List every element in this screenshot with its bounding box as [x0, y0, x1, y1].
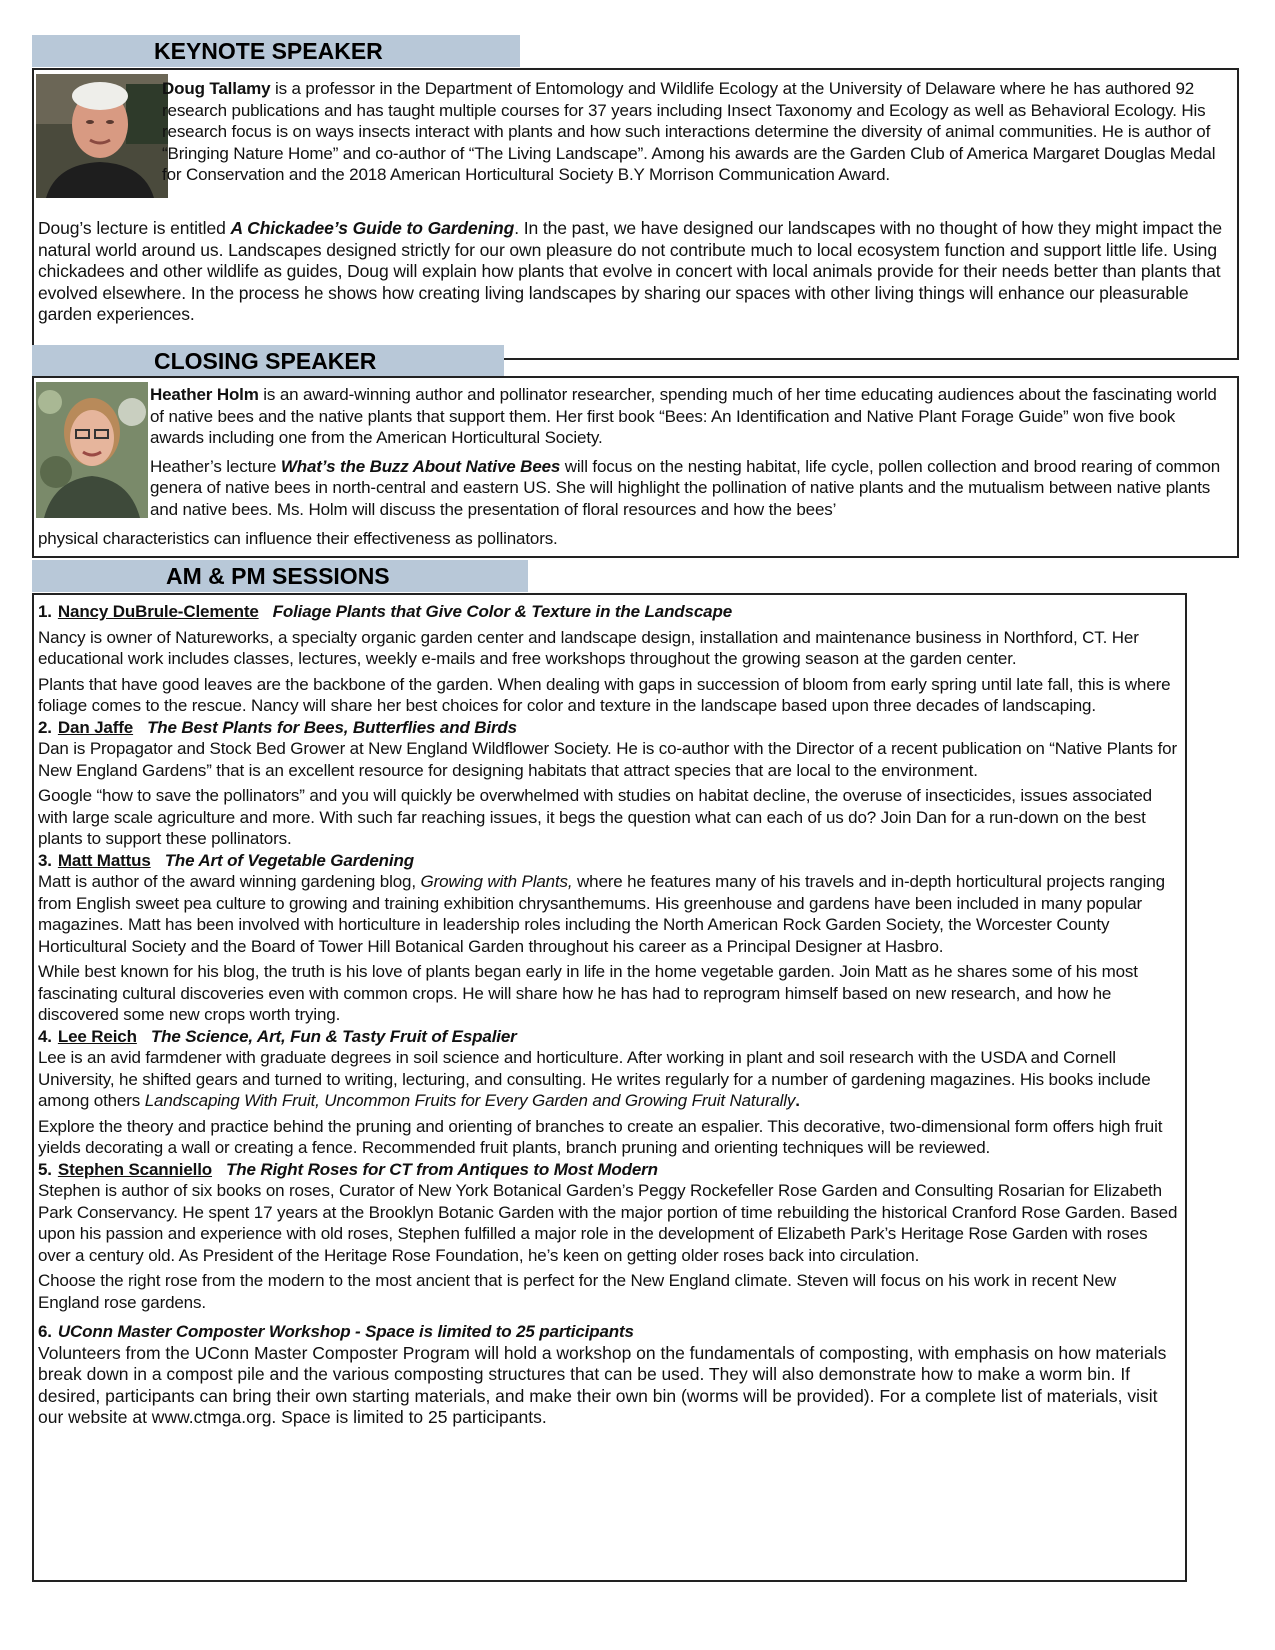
session-2-title: The Best Plants for Bees, Butterflies and Birds [147, 717, 517, 737]
session-2 [38, 717, 1180, 850]
closing-bio-text: is an award-winning author and pollinator researcher, spending much of her time educating audiences about the fascinating world of native bees and the native plants that support them. Her first book “Bees: An Identification and Native Plant Forage Guide” won five book awards including one from the American Horticultural Society. [150, 385, 1217, 447]
closing-header-text: CLOSING SPEAKER [154, 348, 377, 374]
session-4-number: 4. [38, 1026, 52, 1046]
session-4-speaker: Lee Reich [57, 1026, 137, 1046]
keynote-bio-text: is a professor in the Department of Entomology and Wildlife Ecology at the University of Delaware where he has authored 92 research publications and has taught multiple courses for 37 years including Insect Taxonomy and Ecology as well as Behavioral Ecology. His research focus is on ways insects interact with plants and how such interactions determine the diversity of animal communities. He is author of “Bringing Nature Home” and co-author of “The Living Landscape”. Among his awards are the Garden Club of America Margaret Douglas Medal for Conservation and the 2018 American Horticultural Society B.Y Morrison Communication Award. [162, 79, 1216, 184]
session-1-title: Foliage Plants that Give Color & Texture in the Landscape [272, 602, 732, 621]
sessions-box [32, 593, 1187, 1582]
session-1-number: 1. [38, 602, 52, 621]
session-1-description: Plants that have good leaves are the backbone of the garden. When dealing with gaps in succession of bloom from early spring until late fall, this is where foliage comes to the rescue. Nancy will share her best choices for color and texture in the landscape based upon three decades of landscaping. [38, 674, 1171, 715]
keynote-header-text: KEYNOTE SPEAKER [154, 38, 383, 64]
session-2-description: Google “how to save the pollinators” and you will quickly be overwhelmed with studies on habitat decline, the overuse of insecticides, issues associated with large scale agriculture and more. With such far reaching issues, it begs the question what can each of us do? Join Dan for a run-down on the best plants to support these pollinators. [38, 786, 1152, 848]
keynote-lecture-title: A Chickadee’s Guide to Gardening [230, 218, 515, 238]
session-4-bio: Lee is an avid farmdener with graduate degrees in soil science and horticulture. After working in plant and soil research with the USDA and Cornell University, he shifted gears and turned to writing, lecturing, and consulting. He writes regularly for a number of gardening magazines. His books include among others Landscaping With Fruit, Uncommon Fruits for Every Garden and Growing Fruit Naturally. [38, 1048, 1151, 1110]
closing-speaker-name: Heather Holm [150, 385, 259, 404]
session-2-speaker: Dan Jaffe [57, 717, 134, 737]
session-5-description: Choose the right rose from the modern to the most ancient that is perfect for the New England climate. Steven will focus on his work in recent New England rose gardens. [38, 1271, 1116, 1312]
closing-lecture-title: What’s the Buzz About Native Bees [280, 456, 561, 476]
closing-lecture-tail-text: physical characteristics can influence their effectiveness as pollinators. [38, 529, 558, 548]
session-2-number: 2. [38, 717, 52, 737]
heather-holm-photo [36, 382, 148, 518]
sessions-header-text: AM & PM SESSIONS [166, 563, 390, 589]
session-4 [38, 1026, 1180, 1159]
portrait-man-image [36, 74, 168, 198]
session-1-speaker: Nancy DuBrule-Clemente [57, 602, 259, 621]
keynote-lecture-text: . In the past, we have designed our landscapes with no thought of how they might impact the natural world around us. Landscapes designed strictly for our own pleasure do not contribute much to local ecosystem function and support little life. Using chickadees and other wildlife as guides, Doug will explain how plants that evolve in concert with local animals provide for their needs better than plants that evolved elsewhere. In the process he shows how creating living landscapes by sharing our spaces with other living things will enhance our pleasurable garden experiences. [38, 218, 1223, 324]
keynote-header [32, 35, 520, 67]
closing-box [32, 376, 1239, 558]
session-1-bio: Nancy is owner of Natureworks, a specialty organic garden center and landscape design, installation and maintenance business in Northford, CT. Her educational work includes classes, lectures, weekly e-mails and free workshops throughout the growing season at the garden center. [38, 627, 1139, 668]
portrait-woman-image [36, 382, 148, 518]
session-2-bio: Dan is Propagator and Stock Bed Grower at New England Wildflower Society. He is co-author with the Director of a recent publication on “Native Plants for New England Gardens” that is an excellent resource for designing habitats that attract species that are local to the environment. [38, 739, 1177, 780]
keynote-box [32, 68, 1239, 360]
session-5-number: 5. [38, 1159, 52, 1179]
session-3-speaker: Matt Mattus [57, 850, 151, 870]
closing-lecture-text: will focus on the nesting habitat, life cycle, pollen collection and brood rearing of common genera of native bees in north-central and eastern US. She will highlight the pollination of native plants and the mutualism between native plants and native bees. Ms. Holm will discuss the presentation of floral resources and how the bees’ [150, 456, 1221, 519]
session-5 [38, 1159, 1180, 1314]
session-3-number: 3. [38, 850, 52, 870]
session-3-description: While best known for his blog, the truth is his love of plants began early in life in the home vegetable garden. Join Matt as he shares some of his most fascinating cultural discoveries even with common crops. He will share how he has had to reprogram himself based on new research, and how he discovered some new crops worth trying. [38, 962, 1138, 1024]
session-5-speaker: Stephen Scanniello [57, 1159, 213, 1179]
keynote-lecture-intro: Doug’s lecture is entitled [38, 218, 231, 238]
session-6-number: 6. [38, 1322, 52, 1341]
session-4-description: Explore the theory and practice behind the pruning and orienting of branches to create an espalier. This decorative, two-dimensional form offers high fruit yields decorating a wall or creating a fence. Recommended fruit plants, branch pruning and orienting techniques will be reviewed. [38, 1116, 1163, 1157]
closing-bio [150, 384, 1230, 520]
session-1 [38, 601, 1180, 717]
closing-lecture-intro: Heather’s lecture [150, 456, 281, 476]
session-6 [38, 1321, 1180, 1429]
session-6-description: Volunteers from the UConn Master Composter Program will hold a workshop on the fundamentals of composting, with emphasis on how materials break down in a compost pile and the various composting structures that can be used. They will also demonstrate how to make a worm bin. If desired, participants can bring their own starting materials, and make their own bin (worms will be provided). For a complete list of materials, visit our website at www.ctmga.org. Space is limited to 25 participants. [38, 1342, 1167, 1427]
session-4-book-titles: Landscaping With Fruit, Uncommon Fruits for Every Garden and Growing Fruit Naturally [144, 1091, 796, 1110]
session-3-bio: Matt is author of the award winning gardening blog, Growing with Plants, where he features many of his travels and in-depth horticultural projects ranging from English sweet pea culture to growing and training exhibition chrysanthemums. His greenhouse and gardens have been included in many popular magazines. Matt has been involved with horticulture in leadership roles including the North American Rock Garden Society, the Worcester County Horticultural Society and the Board of Tower Hill Botanical Garden throughout his career as a Principal Designer at Hasbro. [38, 872, 1165, 956]
doug-tallamy-photo [36, 74, 168, 198]
session-3 [38, 850, 1180, 1026]
session-4-title: The Science, Art, Fun & Tasty Fruit of Espalier [150, 1026, 517, 1046]
keynote-bio [162, 78, 1232, 186]
session-3-title: The Art of Vegetable Gardening [164, 850, 414, 870]
session-6-title: UConn Master Composter Workshop - Space is limited to 25 participants [57, 1322, 634, 1341]
closing-header [32, 345, 504, 377]
session-5-title: The Right Roses for CT from Antiques to Most Modern [226, 1159, 658, 1179]
sessions-content [38, 601, 1180, 1429]
session-5-bio: Stephen is author of six books on roses, Curator of New York Botanical Garden’s Peggy Rockefeller Rose Garden and Consulting Rosarian for Elizabeth Park Conservancy. He spent 17 years at the Brooklyn Botanic Garden with the major portion of time rebuilding the historical Cranford Rose Garden. Based upon his passion and experience with old roses, Stephen fulfilled a major role in the development of Elizabeth Park’s Heritage Rose Garden with roses over a century old. As President of the Heritage Rose Foundation, he’s keen on getting older roses back into circulation. [38, 1181, 1178, 1265]
session-3-blog-title: Growing with Plants, [420, 872, 573, 891]
keynote-speaker-name: Doug Tallamy [162, 79, 271, 98]
keynote-lecture [38, 218, 1233, 326]
closing-lecture-tail [38, 528, 1233, 550]
sessions-header [32, 560, 528, 592]
